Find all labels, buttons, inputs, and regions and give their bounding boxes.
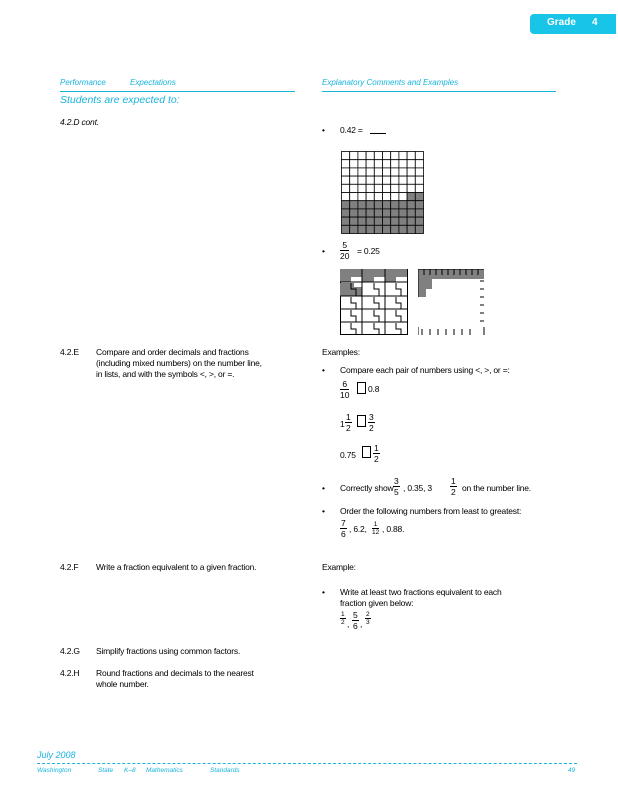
grid-cell	[350, 168, 358, 176]
item-4-2-h-code: 4.2.H	[60, 668, 80, 678]
compare-3-left: 0.75	[340, 450, 356, 460]
fraction-6-10	[340, 379, 349, 400]
order-end: , 0.88.	[382, 524, 405, 534]
grid-cell	[374, 217, 382, 225]
numerator: 6	[340, 379, 349, 390]
grid-cell	[407, 225, 415, 233]
grid-cell	[383, 209, 391, 217]
grid-cell	[358, 152, 366, 160]
compare-box	[362, 446, 371, 458]
denominator: 2	[341, 619, 345, 626]
item-4-2-h-text-line2: whole number.	[96, 679, 149, 689]
grid-cell	[399, 225, 407, 233]
grid-cell	[358, 160, 366, 168]
grid-cell	[366, 217, 374, 225]
grid-cell	[407, 168, 415, 176]
numerator: 1	[346, 412, 351, 422]
order-instruction: Order the following numbers from least to greatest:	[340, 506, 522, 516]
grid-cell	[342, 217, 350, 225]
mixed-whole: 1	[340, 419, 345, 429]
item-4-2-e-text-line3: in lists, and with the symbols <, >, or =.	[96, 369, 235, 379]
grid-cell	[366, 184, 374, 192]
header-expectations: Expectations	[130, 78, 176, 87]
grid-cell	[374, 193, 382, 201]
bullet: •	[322, 587, 325, 597]
hundred-grid	[341, 151, 424, 234]
bullet: •	[322, 483, 325, 493]
grid-cell	[407, 160, 415, 168]
grid-cell	[391, 193, 399, 201]
grid-cell	[391, 201, 399, 209]
fraction-5-20	[340, 240, 349, 261]
footer-state: Washington	[37, 767, 72, 774]
grid-cell	[415, 217, 423, 225]
item-4-2-e-text-line2: (including mixed numbers) on the number line,	[96, 358, 262, 368]
denominator: 2	[451, 487, 456, 497]
grid-cell	[358, 225, 366, 233]
grid-cell	[358, 201, 366, 209]
grid-cell	[374, 209, 382, 217]
equiv-instruction-line2: fraction given below:	[340, 598, 414, 608]
footer-rule	[37, 763, 577, 764]
denominator: 20	[340, 251, 350, 261]
fraction-5-6	[352, 610, 359, 631]
grid-cell	[366, 193, 374, 201]
grid-cell	[342, 160, 350, 168]
grid-cell	[407, 176, 415, 184]
grid-cell	[415, 152, 423, 160]
grid-cell	[383, 184, 391, 192]
denominator: 12	[372, 529, 380, 536]
footer-page-number: 49	[568, 767, 576, 774]
denominator: 6	[353, 621, 358, 631]
compare-instruction: Compare each pair of numbers using <, >, or =:	[340, 365, 510, 375]
header-explanatory: Explanatory Comments and Examples	[322, 78, 459, 87]
compare-box	[357, 415, 366, 427]
numerator: 5	[340, 240, 349, 251]
grid-cell	[342, 225, 350, 233]
header-performance: Performance	[60, 78, 106, 87]
numerator: 3	[369, 412, 374, 422]
grid-cell	[415, 209, 423, 217]
grid-cell	[374, 184, 382, 192]
equiv-instruction-line1: Write at least two fractions equivalent to each	[340, 587, 502, 597]
ex2-rest: = 0.25	[357, 246, 380, 256]
item-4-2-e-code: 4.2.E	[60, 347, 79, 357]
fraction-1-2	[345, 412, 352, 433]
grid-cell	[399, 176, 407, 184]
grid-cell	[374, 168, 382, 176]
grid-cell	[391, 209, 399, 217]
footer-subject: Mathematics	[146, 767, 183, 774]
grid-cell	[358, 209, 366, 217]
grid-cell	[391, 217, 399, 225]
bullet: •	[322, 246, 325, 256]
grid-cell	[383, 217, 391, 225]
grid-cell	[391, 225, 399, 233]
students-expected-subhead: Students are expected to:	[60, 94, 180, 106]
grid-cell	[342, 152, 350, 160]
footer-date: July 2008	[37, 750, 76, 760]
grid-cell	[366, 168, 374, 176]
footer-grades: K–8	[124, 767, 136, 774]
numerator: 1	[341, 611, 345, 618]
grid-cell	[407, 184, 415, 192]
denominator: 10	[340, 390, 350, 400]
grid-cell	[342, 201, 350, 209]
grade-tab	[530, 14, 616, 34]
grade-label: Grade	[547, 17, 576, 28]
fraction-1-12	[372, 521, 379, 536]
grid-cell	[383, 152, 391, 160]
item-4-2-f-text: Write a fraction equivalent to a given fraction.	[96, 562, 257, 572]
show-text-a: Correctly show	[340, 483, 394, 493]
grid-cell	[374, 160, 382, 168]
grid-cell	[391, 152, 399, 160]
grid-cell	[350, 209, 358, 217]
grid-cell	[415, 176, 423, 184]
denominator: 6	[341, 529, 346, 539]
denominator: 2	[374, 454, 379, 464]
grid-cell	[358, 176, 366, 184]
grid-cell	[350, 184, 358, 192]
fraction-1-2	[373, 443, 380, 464]
grid-cell	[366, 160, 374, 168]
grid-cell	[399, 152, 407, 160]
fraction-7-6	[340, 518, 347, 539]
bullet: •	[322, 125, 325, 135]
fraction-1-2	[340, 611, 346, 626]
numerator: 1	[374, 443, 379, 453]
grid-cell	[407, 193, 415, 201]
bullet: •	[322, 365, 325, 375]
grid-cell	[399, 209, 407, 217]
grid-cell	[358, 184, 366, 192]
grid-cell	[407, 209, 415, 217]
item-4-2-g-code: 4.2.G	[60, 646, 80, 656]
fraction-3-5	[393, 476, 400, 497]
item-4-2-d-cont: 4.2.D cont.	[60, 117, 99, 127]
grid-cell	[391, 168, 399, 176]
grade-number: 4	[592, 17, 598, 28]
header-rule-right	[322, 91, 556, 92]
grid-cell	[350, 160, 358, 168]
footer-state-word: State	[98, 767, 114, 774]
item-4-2-h-text-line1: Round fractions and decimals to the nearest	[96, 668, 254, 678]
numerator: 1	[373, 521, 378, 528]
grid-cell	[415, 184, 423, 192]
item-4-2-g-text: Simplify fractions using common factors.	[96, 646, 241, 656]
grid-cell	[350, 152, 358, 160]
numerator: 1	[451, 476, 456, 486]
item-4-2-e-text-line1: Compare and order decimals and fractions	[96, 347, 249, 357]
footer-standards: Standards	[210, 767, 240, 774]
show-text-c: on the number line.	[462, 483, 531, 493]
grid-cell	[374, 201, 382, 209]
grid-cell	[415, 193, 423, 201]
grid-cell	[383, 201, 391, 209]
grid-cell	[350, 201, 358, 209]
grid-cell	[415, 160, 423, 168]
grid-cell	[358, 217, 366, 225]
grid-cell	[383, 160, 391, 168]
grid-cell	[366, 176, 374, 184]
grid-cell	[342, 184, 350, 192]
grid-cell	[383, 225, 391, 233]
grid-cell	[391, 176, 399, 184]
grid-cell	[391, 160, 399, 168]
numerator: 7	[341, 518, 346, 528]
grid-cell	[342, 209, 350, 217]
twentieths-diagram	[340, 269, 408, 335]
grid-cell	[358, 168, 366, 176]
fraction-1-2	[450, 476, 457, 497]
fraction-2-3	[365, 611, 371, 626]
denominator: 2	[346, 423, 351, 433]
show-text-b: , 0.35, 3	[403, 483, 432, 493]
grid-cell	[358, 193, 366, 201]
examples-label: Examples:	[322, 347, 360, 357]
grid-cell	[399, 160, 407, 168]
hundredths-diagram	[418, 269, 486, 335]
grid-cell	[374, 225, 382, 233]
answer-blank	[370, 133, 386, 134]
grid-cell	[383, 176, 391, 184]
separator: ,	[347, 619, 350, 629]
grid-cell	[350, 217, 358, 225]
grid-cell	[366, 201, 374, 209]
fraction-3-2	[368, 412, 375, 433]
header-rule-left	[60, 91, 295, 92]
denominator: 3	[366, 619, 370, 626]
grid-cell	[407, 152, 415, 160]
order-mid: , 6.2,	[349, 524, 367, 534]
grid-cell	[399, 193, 407, 201]
grid-cell	[383, 193, 391, 201]
grid-cell	[415, 168, 423, 176]
grid-cell	[415, 225, 423, 233]
grid-cell	[342, 193, 350, 201]
grid-cell	[342, 176, 350, 184]
separator: ,	[360, 619, 363, 629]
grid-cell	[407, 217, 415, 225]
grid-cell	[415, 201, 423, 209]
ex1-decimal: 0.42 =	[340, 125, 363, 135]
bullet: •	[322, 506, 325, 516]
compare-1-right: 0.8	[368, 384, 380, 394]
denominator: 5	[394, 487, 399, 497]
grid-cell	[407, 201, 415, 209]
grid-cell	[399, 217, 407, 225]
compare-box	[357, 382, 366, 394]
grid-cell	[399, 184, 407, 192]
grid-cell	[350, 176, 358, 184]
example-label: Example:	[322, 562, 356, 572]
grid-cell	[374, 176, 382, 184]
numerator: 5	[353, 610, 358, 620]
grid-cell	[374, 152, 382, 160]
grid-cell	[366, 209, 374, 217]
grid-cell	[391, 184, 399, 192]
grid-cell	[350, 225, 358, 233]
grid-cell	[366, 152, 374, 160]
grid-cell	[342, 168, 350, 176]
item-4-2-f-code: 4.2.F	[60, 562, 79, 572]
denominator: 2	[369, 423, 374, 433]
grid-cell	[350, 193, 358, 201]
grid-cell	[399, 168, 407, 176]
numerator: 3	[394, 476, 399, 486]
numerator: 2	[366, 611, 370, 618]
grid-cell	[366, 225, 374, 233]
grid-cell	[383, 168, 391, 176]
grid-cell	[399, 201, 407, 209]
